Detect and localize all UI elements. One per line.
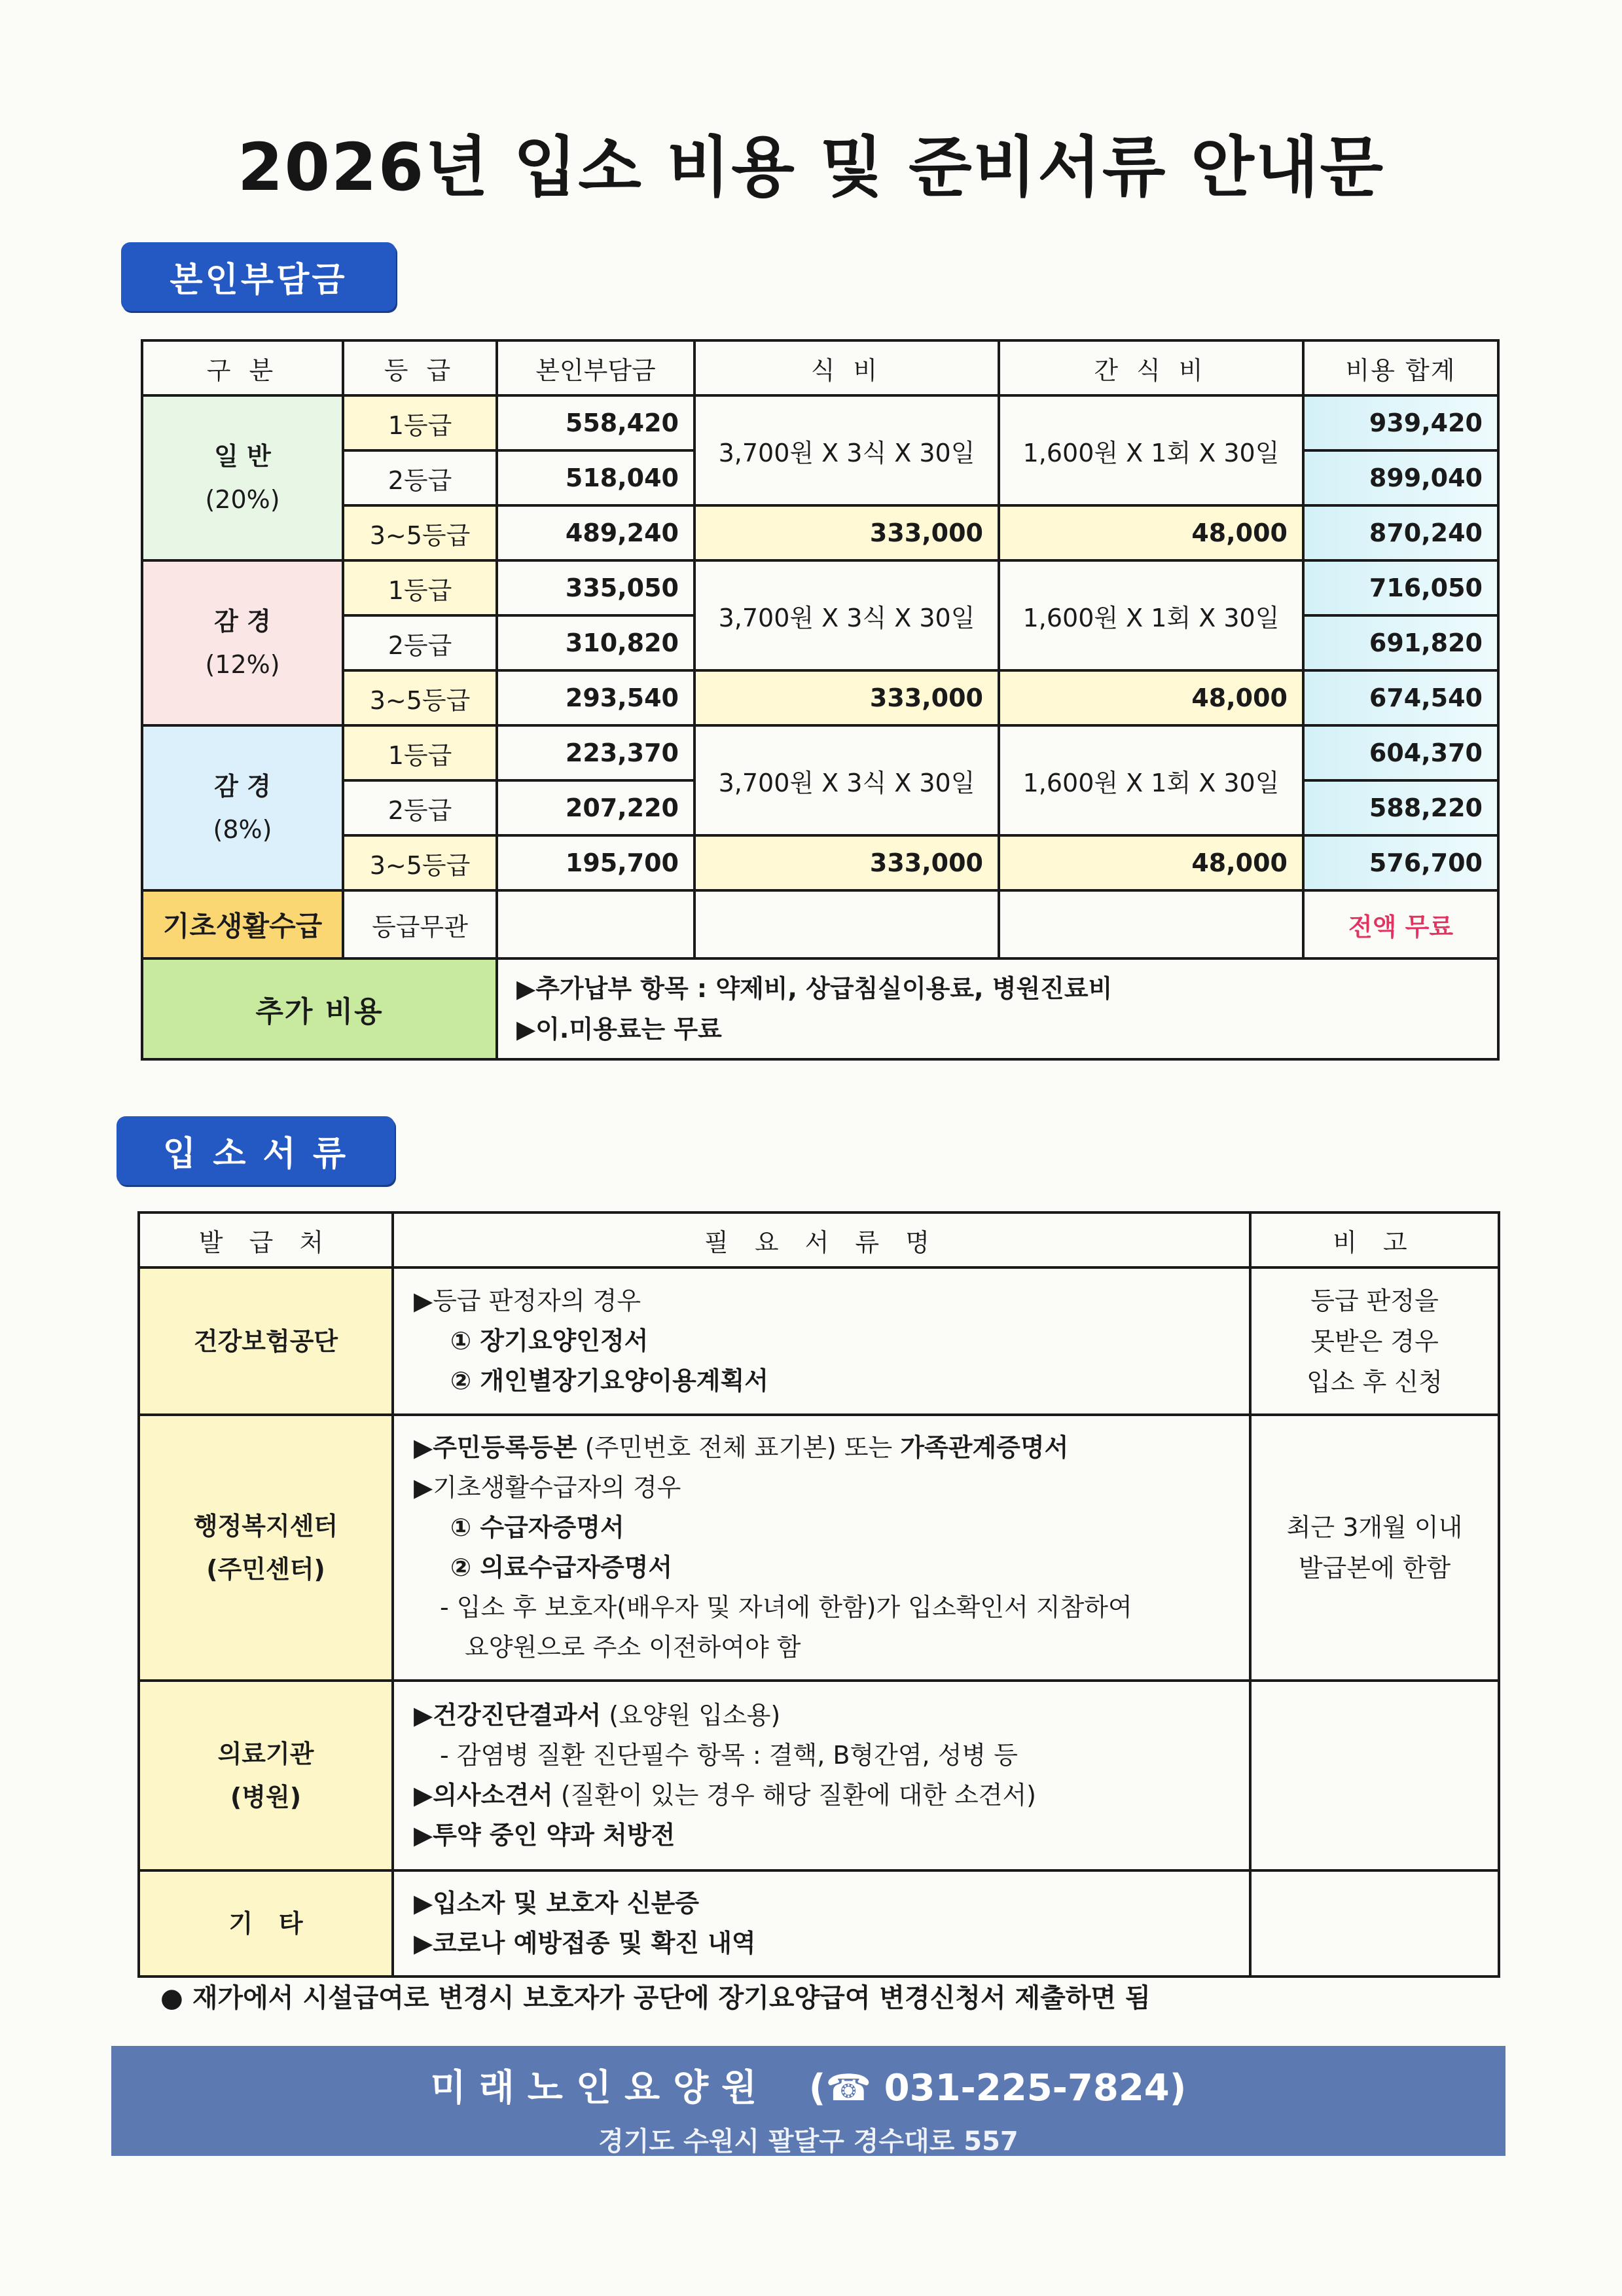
- total-cell: 604,370: [1303, 725, 1498, 780]
- copay-cell: 335,050: [497, 560, 694, 615]
- group-reduced-8: [142, 725, 343, 890]
- snack-total: 48,000: [999, 505, 1303, 560]
- snack-formula: 1,600원 X 1회 X 30일: [999, 725, 1303, 835]
- table-row: [142, 835, 1498, 890]
- copay-cell: 489,240: [497, 505, 694, 560]
- doc-line: ▶기초생활수급자의 경우: [414, 1473, 681, 1502]
- group-reduced-12: [142, 560, 343, 725]
- total-cell: 899,040: [1303, 450, 1498, 505]
- documents-table-header: [139, 1212, 1499, 1267]
- doc-line: - 감염병 질환 진단필수 항목 : 결핵, B형간염, 성병 등: [440, 1741, 1018, 1770]
- remark-line: 등급 판정을: [1310, 1286, 1439, 1315]
- grade-cell: 2등급: [343, 450, 497, 505]
- grade-cell: 3~5등급: [343, 670, 497, 725]
- remark-welfare-center: [1250, 1415, 1499, 1681]
- grade-cell: 1등급: [343, 395, 497, 450]
- doc-bold: 가족관계증명서: [900, 1433, 1069, 1462]
- table-row: [139, 1870, 1499, 1977]
- issuer-etc: 기 타: [139, 1870, 393, 1977]
- extra-cost-line: ▶추가납부 항목 : 약제비, 상급침실이용료, 병원진료비: [516, 974, 1113, 1003]
- header-copay: 본인부담금: [497, 340, 694, 395]
- basic-livelihood-label: 기초생활수급: [142, 890, 343, 958]
- group-rate: (20%): [205, 485, 280, 514]
- doc-line: ▶입소자 및 보호자 신분증: [414, 1889, 699, 1918]
- remark-line: 발급본에 한함: [1298, 1554, 1451, 1582]
- copay-cell: 207,220: [497, 780, 694, 835]
- group-general: [142, 395, 343, 560]
- docs-etc: [393, 1870, 1250, 1977]
- empty-cell: [999, 890, 1303, 958]
- remark-etc: [1250, 1870, 1499, 1977]
- remark-line: 최근 3개월 이내: [1286, 1513, 1463, 1542]
- facility-name: 미래노인요양원: [430, 2067, 770, 2109]
- doc-text: (요양원 입소용): [601, 1701, 781, 1730]
- extra-cost-label: 추가 비용: [142, 958, 497, 1059]
- group-rate: (12%): [205, 650, 280, 679]
- table-row: [142, 670, 1498, 725]
- docs-nhis: [393, 1267, 1250, 1415]
- page-title: 2026년 입소 비용 및 준비서류 안내문: [237, 129, 1385, 206]
- header-doc-names: 필 요 서 류 명: [393, 1212, 1250, 1267]
- header-category: 구 분: [142, 340, 343, 395]
- extra-cost-detail: [497, 958, 1498, 1059]
- copay-cell: 195,700: [497, 835, 694, 890]
- table-row: [142, 958, 1498, 1059]
- grade-cell: 1등급: [343, 725, 497, 780]
- basic-livelihood-grade: 등급무관: [343, 890, 497, 958]
- doc-line: ▶코로나 예방접종 및 확진 내역: [414, 1929, 756, 1958]
- header-grade: 등 급: [343, 340, 497, 395]
- free-badge: 전액 무료: [1303, 890, 1498, 958]
- facility-address: 경기도 수원시 팔달구 경수대로 557: [598, 2126, 1018, 2157]
- footer-banner: [111, 2046, 1505, 2156]
- meal-total: 333,000: [694, 835, 999, 890]
- meal-total: 333,000: [694, 670, 999, 725]
- issuer-subname: (병원): [230, 1783, 302, 1812]
- doc-bold: ▶건강진단결과서: [414, 1701, 602, 1730]
- remark-medical: [1250, 1681, 1499, 1870]
- total-cell: 691,820: [1303, 615, 1498, 670]
- snack-formula: 1,600원 X 1회 X 30일: [999, 560, 1303, 670]
- group-rate: (8%): [213, 815, 272, 844]
- documents-table: [137, 1211, 1500, 1978]
- grade-cell: 3~5등급: [343, 505, 497, 560]
- cost-table: [141, 339, 1500, 1061]
- doc-line: ▶투약 중인 약과 처방전: [414, 1821, 676, 1850]
- issuer-welfare-center: [139, 1415, 393, 1681]
- copay-cell: 558,420: [497, 395, 694, 450]
- copay-cell: 223,370: [497, 725, 694, 780]
- section-label-documents: 입 소 서 류: [117, 1116, 395, 1185]
- table-row: [142, 395, 1498, 450]
- footnote: ● 재가에서 시설급여로 변경시 보호자가 공단에 장기요양급여 변경신청서 제출하면 됨: [160, 1983, 1151, 2013]
- table-row: [139, 1681, 1499, 1870]
- snack-total: 48,000: [999, 670, 1303, 725]
- header-meal: 식 비: [694, 340, 999, 395]
- facility-phone: (☎ 031-225-7824): [808, 2067, 1187, 2109]
- doc-line: ① 수급자증명서: [450, 1513, 624, 1542]
- meal-formula: 3,700원 X 3식 X 30일: [694, 560, 999, 670]
- copay-cell: 310,820: [497, 615, 694, 670]
- header-remarks: 비 고: [1250, 1212, 1499, 1267]
- doc-text: (질환이 있는 경우 해당 질환에 대한 소견서): [552, 1781, 1037, 1810]
- table-row: [139, 1415, 1499, 1681]
- doc-bold: ▶주민등록등본: [414, 1433, 577, 1462]
- group-name: 감 경: [214, 607, 271, 636]
- doc-line: [414, 1776, 1249, 1815]
- remark-nhis: [1250, 1267, 1499, 1415]
- issuer-nhis: 건강보험공단: [139, 1267, 393, 1415]
- doc-line: - 입소 후 보호자(배우자 및 자녀에 한함)가 입소확인서 지참하여: [440, 1593, 1132, 1622]
- total-cell: 870,240: [1303, 505, 1498, 560]
- doc-line: 요양원으로 주소 이전하여야 함: [465, 1633, 801, 1662]
- grade-cell: 2등급: [343, 780, 497, 835]
- extra-cost-line: ▶이.미용료는 무료: [516, 1015, 722, 1044]
- remark-line: 못받은 경우: [1310, 1326, 1439, 1356]
- empty-cell: [694, 890, 999, 958]
- total-cell: 939,420: [1303, 395, 1498, 450]
- facility-info: [111, 2059, 1505, 2111]
- issuer-name: 의료기관: [217, 1740, 314, 1768]
- total-cell: 674,540: [1303, 670, 1498, 725]
- snack-formula: 1,600원 X 1회 X 30일: [999, 395, 1303, 505]
- issuer-medical: [139, 1681, 393, 1870]
- total-cell: 576,700: [1303, 835, 1498, 890]
- table-row: [142, 890, 1498, 958]
- header-snack: 간 식 비: [999, 340, 1303, 395]
- doc-line: ② 개인별장기요양이용계획서: [450, 1366, 768, 1395]
- copay-cell: 293,540: [497, 670, 694, 725]
- doc-line: ① 장기요양인정서: [450, 1326, 649, 1355]
- doc-line: [414, 1696, 1249, 1736]
- table-row: [142, 505, 1498, 560]
- meal-formula: 3,700원 X 3식 X 30일: [694, 725, 999, 835]
- header-issuer: 발 급 처: [139, 1212, 393, 1267]
- cost-table-header: [142, 340, 1498, 395]
- doc-line: ② 의료수급자증명서: [450, 1553, 673, 1582]
- table-row: [142, 725, 1498, 780]
- header-total: 비용 합계: [1303, 340, 1498, 395]
- copay-cell: 518,040: [497, 450, 694, 505]
- issuer-name: 행정복지센터: [193, 1512, 338, 1540]
- group-name: 일 반: [214, 442, 271, 471]
- grade-cell: 3~5등급: [343, 835, 497, 890]
- grade-cell: 2등급: [343, 615, 497, 670]
- doc-text: (주민번호 전체 표기본) 또는: [577, 1433, 901, 1462]
- snack-total: 48,000: [999, 835, 1303, 890]
- docs-medical: [393, 1681, 1250, 1870]
- meal-formula: 3,700원 X 3식 X 30일: [694, 395, 999, 505]
- doc-bold: ▶의사소견서: [414, 1781, 553, 1810]
- grade-cell: 1등급: [343, 560, 497, 615]
- doc-line: ▶등급 판정자의 경우: [414, 1286, 641, 1315]
- remark-line: 입소 후 신청: [1307, 1367, 1443, 1396]
- section-label-copay: 본인부담금: [121, 242, 396, 311]
- group-name: 감 경: [214, 772, 271, 801]
- table-row: [139, 1267, 1499, 1415]
- total-cell: 588,220: [1303, 780, 1498, 835]
- empty-cell: [497, 890, 694, 958]
- total-cell: 716,050: [1303, 560, 1498, 615]
- issuer-subname: (주민센터): [206, 1555, 325, 1584]
- table-row: [142, 560, 1498, 615]
- doc-line: [414, 1428, 1249, 1468]
- docs-welfare-center: [393, 1415, 1250, 1681]
- meal-total: 333,000: [694, 505, 999, 560]
